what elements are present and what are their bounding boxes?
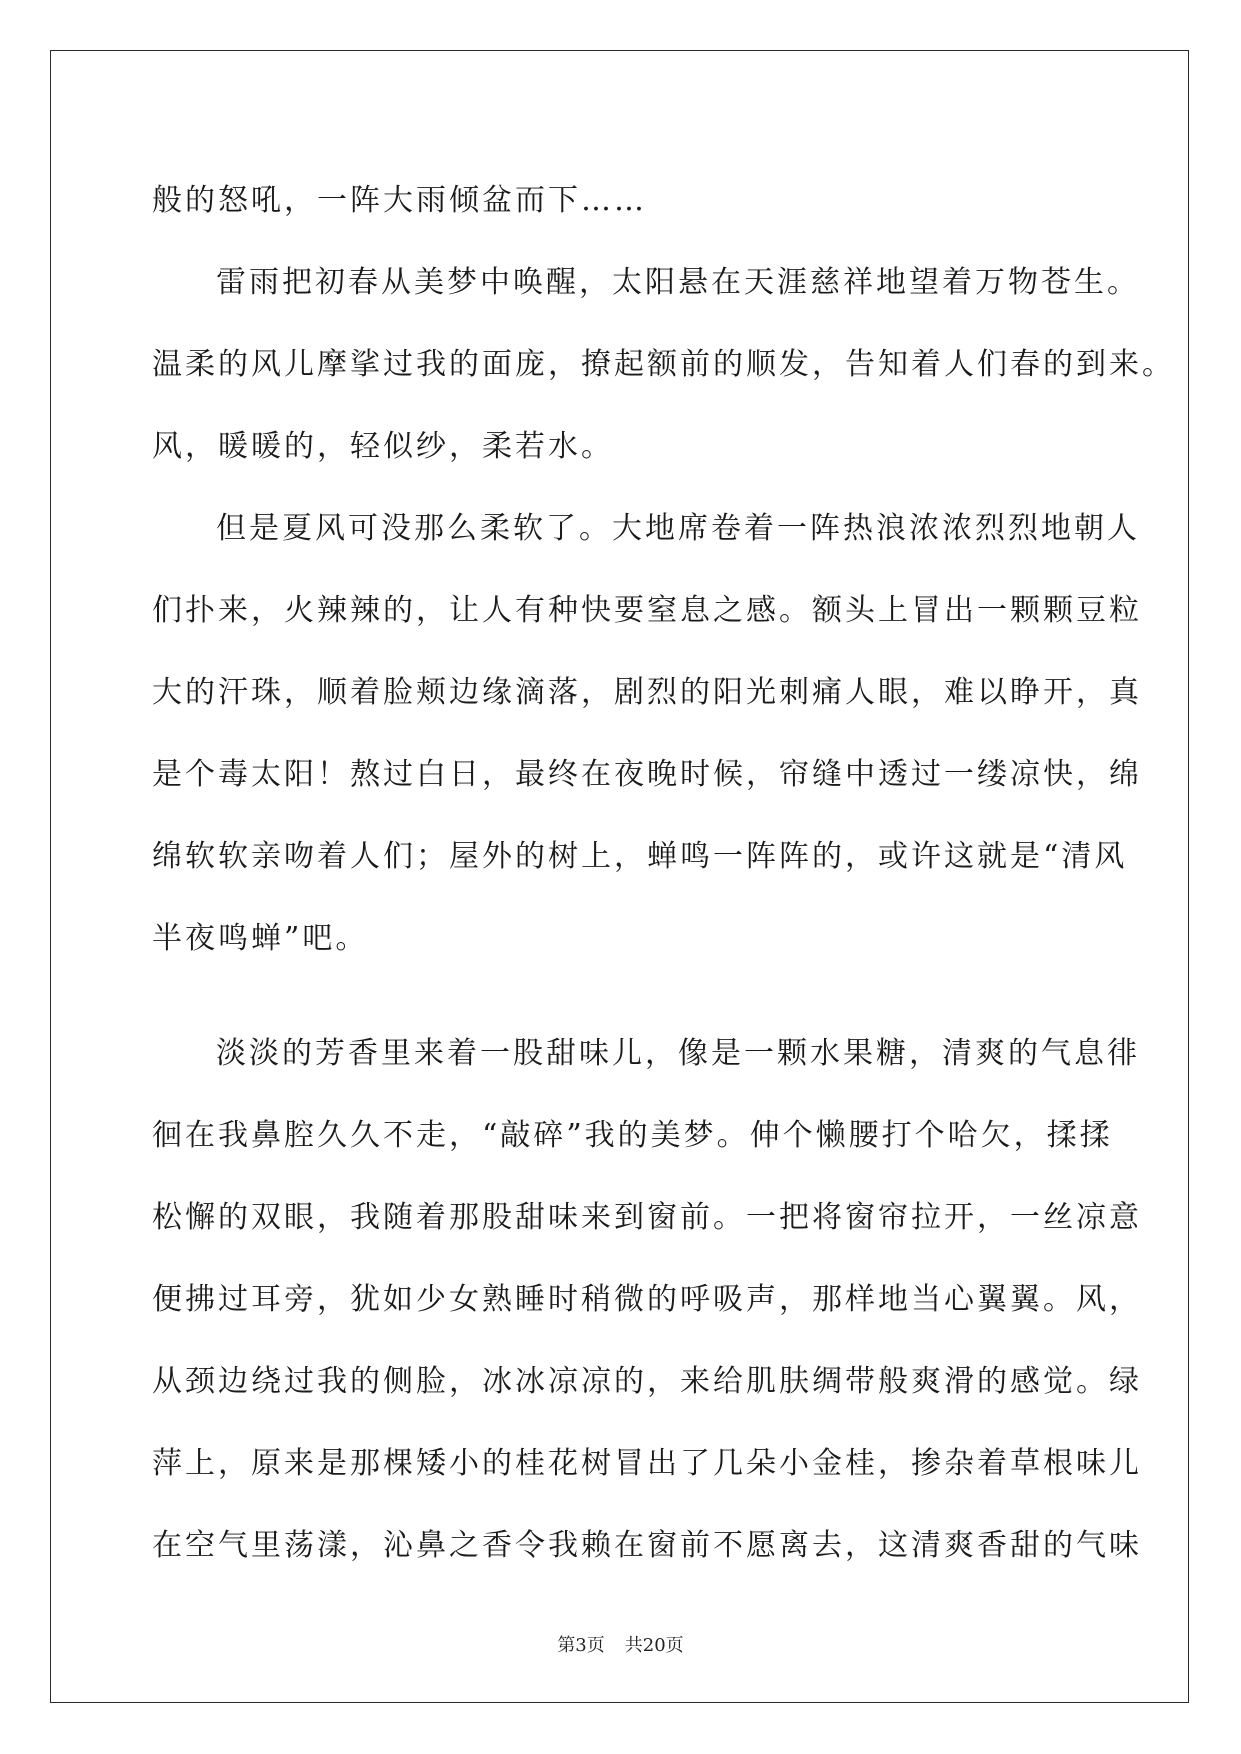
text-line: 风，暖暖的，轻似纱，柔若水。: [152, 429, 614, 464]
text-line-paragraph-start: 但是夏风可没那么柔软了。大地席卷着一阵热浪浓浓烈烈地朝人: [216, 511, 1140, 546]
document-body: [152, 160, 1175, 1587]
text-line: 半夜鸣蝉”吧。: [152, 921, 369, 956]
text-line-paragraph-start: 雷雨把初春从美梦中唤醒，太阳悬在天涯慈祥地望着万物苍生。: [216, 265, 1140, 300]
paragraph-gap: [152, 980, 1092, 1013]
text-line: 们扑来，火辣辣的，让人有种快要窒息之感。额头上冒出一颗颗豆粒: [152, 593, 1142, 628]
text-line: 温柔的风儿摩挲过我的面庞，撩起额前的顺发，告知着人们春的到来。: [152, 347, 1175, 382]
text-line: 从颈边绕过我的侧脸，冰冰凉凉的，来给肌肤绸带般爽滑的感觉。绿: [152, 1364, 1142, 1399]
text-line: 在空气里荡漾，沁鼻之香令我赖在窗前不愿离去，这清爽香甜的气味: [152, 1528, 1142, 1563]
text-line: 萍上，原来是那棵矮小的桂花树冒出了几朵小金桂，掺杂着草根味儿: [152, 1446, 1142, 1481]
text-line: 是个毒太阳！熬过白日，最终在夜晚时候，帘缝中透过一缕凉快，绵: [152, 757, 1142, 792]
text-line: 绵软软亲吻着人们；屋外的树上，蝉鸣一阵阵的，或许这就是“清风: [152, 839, 1128, 874]
text-line: 般的怒吼，一阵大雨倾盆而下……: [152, 183, 647, 218]
page-footer: [0, 1631, 1241, 1657]
page-total: 共20页: [624, 1635, 684, 1656]
page-number: 第3页: [557, 1635, 605, 1656]
text-line: 徊在我鼻腔久久不走，“敲碎”我的美梦。伸个懒腰打个哈欠，揉揉: [152, 1118, 1113, 1153]
text-line: 便拂过耳旁，犹如少女熟睡时稍微的呼吸声，那样地当心翼翼。风，: [152, 1282, 1142, 1317]
text-line: 大的汗珠，顺着脸颊边缘滴落，剧烈的阳光刺痛人眼，难以睁开，真: [152, 675, 1142, 710]
text-line-paragraph-start: 淡淡的芳香里来着一股甜味儿，像是一颗水果糖，清爽的气息徘: [216, 1036, 1140, 1071]
text-line: 松懈的双眼，我随着那股甜味来到窗前。一把将窗帘拉开，一丝凉意: [152, 1200, 1142, 1235]
